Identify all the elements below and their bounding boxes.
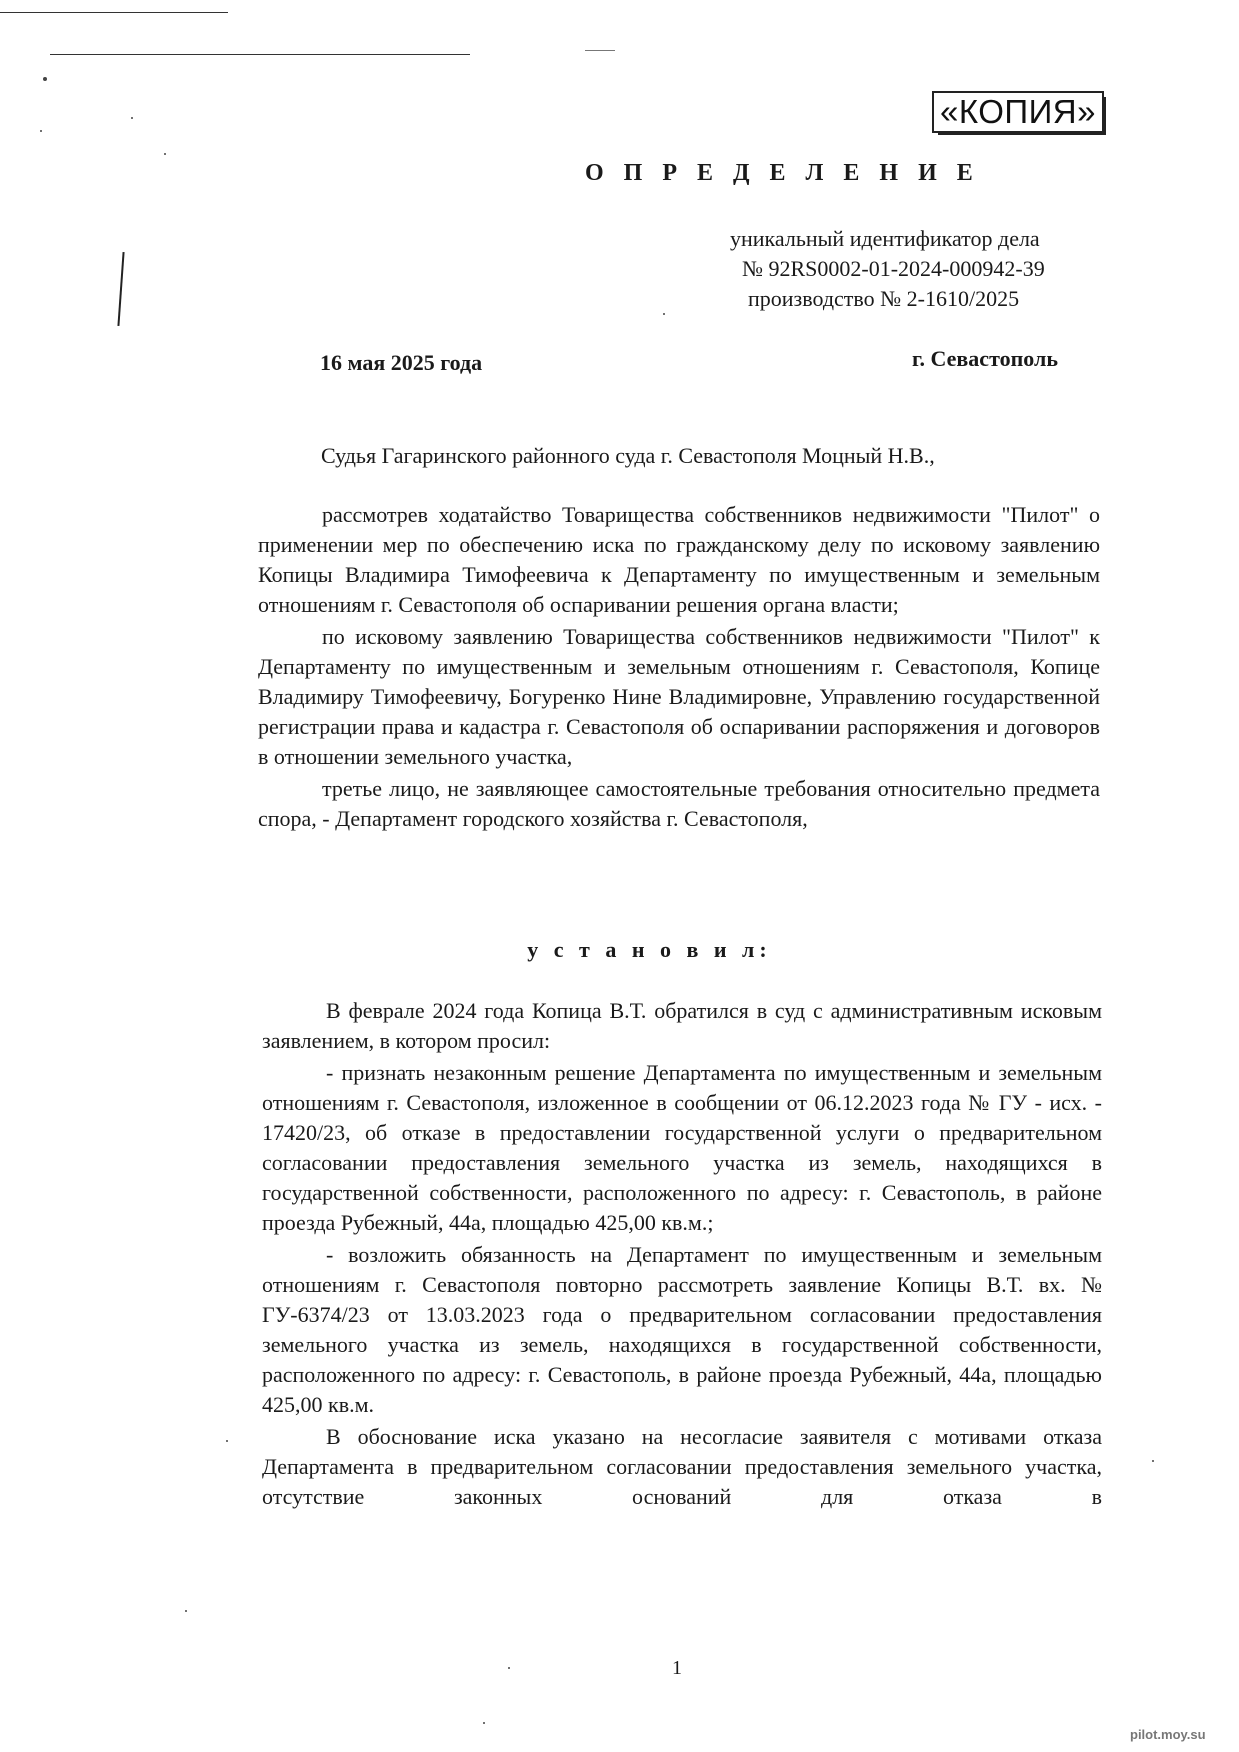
paragraph: - признать незаконным решение Департамента по имущественным и земельным отношениям г. Севастополя, изложенное в сообщении от 06.12.2023 года № ГУ - исх. - 17420/23, об отказе в предоставлении государственной услуги о предварительном согласовании предоставления земельного участка из земель, находящихся в государственной собственности, расположенного по адресу: г. Севастополь, в районе проезда Рубежный, 44а, площадью 425,00 кв.м.; xyxy=(262,1060,1102,1235)
document-city: г. Севастополь xyxy=(912,346,1058,371)
intro-section xyxy=(258,500,1100,834)
scan-artifact-line xyxy=(0,12,228,13)
scan-artifact-line xyxy=(585,50,615,51)
document-title: О П Р Е Д Е Л Е Н И Е xyxy=(585,160,980,186)
scan-artifact-dot xyxy=(226,1440,228,1442)
case-id-label: уникальный идентификатор дела xyxy=(730,226,1040,251)
scan-artifact-dot xyxy=(43,77,47,81)
case-id-number: № 92RS0002-01-2024-000942-39 xyxy=(742,256,1045,281)
paragraph: - возложить обязанность на Департамент по имущественным и земельным отношениям г. Севастополя повторно рассмотреть заявление Копицы В.Т. вх. № ГУ-6374/23 от 13.03.2023 года о предварительном согласовании предоставления земельного участка из земель, находящихся в государственной собственности, расположенного по адресу: г. Севастополь, в районе проезда Рубежный, 44а, площадью 425,00 кв.м. xyxy=(262,1242,1102,1417)
judge-line: Судья Гагаринского районного суда г. Севастополя Моцный Н.В., xyxy=(321,443,935,468)
paragraph: по исковому заявлению Товарищества собственников недвижимости "Пилот" к Департаменту по имущественным и земельным отношениям г. Севастополя, Копице Владимиру Тимофеевичу, Богуренко Нине Владимировне, Управлению государственной регистрации права и кадастра г. Севастополя об оспаривании распоряжения и договоров в отношении земельного участка, xyxy=(258,624,1100,769)
scan-artifact-dot xyxy=(508,1667,510,1669)
paragraph: рассмотрев ходатайство Товарищества собственников недвижимости "Пилот" о применении мер по обеспечению иска по гражданскому делу по исковому заявлению Копицы Владимира Тимофеевича к Департаменту по имущественным и земельным отношениям г. Севастополя об оспаривании решения органа власти; xyxy=(258,502,1100,617)
scan-artifact-dot xyxy=(185,1610,187,1612)
paragraph: третье лицо, не заявляющее самостоятельные требования относительно предмета спора, - Департамент городского хозяйства г. Севастополя, xyxy=(258,776,1100,831)
case-info xyxy=(730,224,1045,314)
document-date: 16 мая 2025 года xyxy=(320,350,483,375)
scan-artifact-dot xyxy=(483,1722,485,1724)
paragraph: В феврале 2024 года Копица В.Т. обратился в суд с административным исковым заявлением, в котором просил: xyxy=(262,998,1102,1053)
watermark-text: pilot.moy.su xyxy=(1130,1727,1206,1742)
page-number: 1 xyxy=(672,1657,682,1679)
scan-artifact-dot xyxy=(40,130,42,132)
scan-artifact-dot xyxy=(164,153,166,155)
paragraph: В обоснование иска указано на несогласие заявителя с мотивами отказа Департамента в предварительном согласовании предоставления земельного участка, отсутствие законных оснований для отказа в xyxy=(262,1424,1102,1509)
scan-artifact-dot xyxy=(131,117,133,119)
scan-artifact-dot xyxy=(1152,1460,1154,1462)
scan-artifact-line xyxy=(50,54,470,55)
proceeding-number: производство № 2-1610/2025 xyxy=(748,286,1020,311)
scan-artifact-stroke xyxy=(117,252,124,326)
copy-stamp: «КОПИЯ» xyxy=(932,91,1104,133)
scan-artifact-dot xyxy=(663,313,665,315)
main-section xyxy=(262,996,1102,1512)
established-heading: у с т а н о в и л: xyxy=(527,937,772,962)
